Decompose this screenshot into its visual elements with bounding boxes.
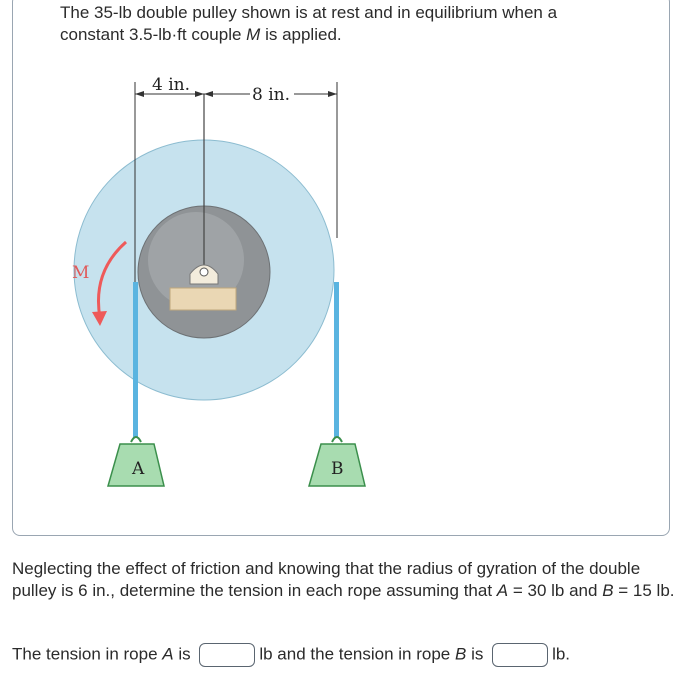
- dimension-arrow-icon: [135, 91, 144, 97]
- couple-m-label: M: [72, 263, 90, 283]
- dimension-4in-label: 4 in.: [152, 75, 191, 95]
- problem-statement: [60, 2, 620, 46]
- couple-variable: M: [246, 25, 261, 44]
- question-line-1: Neglecting the effect of friction and knowing that the radius of gyration of the double: [12, 559, 641, 578]
- weight-b-label: B: [331, 459, 344, 479]
- hook-a: [131, 437, 141, 442]
- answer-line: [12, 643, 698, 667]
- weight-a-value: = 30 lb and: [508, 581, 603, 600]
- question-line-2: [12, 580, 698, 602]
- weight-a-label: A: [132, 459, 145, 479]
- double-pulley-diagram: [60, 60, 380, 500]
- tension-a-input[interactable]: [199, 643, 255, 667]
- rope-b-variable: B: [455, 644, 467, 664]
- statement-text-end: is applied.: [260, 25, 342, 44]
- problem-statement-line-1: The 35-lb double pulley shown is at rest and in equilibrium when a: [60, 3, 558, 22]
- rope-a-variable: A: [162, 644, 174, 664]
- dimension-8in-label: 8 in.: [252, 85, 291, 105]
- rope-b: [334, 282, 339, 438]
- weight-b-value: = 15 lb.: [613, 581, 675, 600]
- dimension-arrow-icon: [328, 91, 337, 97]
- question-text: [12, 558, 698, 602]
- axle-pin: [200, 268, 208, 276]
- answer-text: The tension in rope: [12, 644, 163, 664]
- answer-text: is: [173, 644, 196, 664]
- problem-statement-line-2: [60, 24, 620, 46]
- tension-b-input[interactable]: [492, 643, 548, 667]
- statement-text: constant 3.5-lb·ft couple: [60, 25, 247, 44]
- rope-a: [133, 282, 138, 438]
- weight-b-variable: B: [602, 581, 614, 600]
- hook-b: [332, 437, 342, 442]
- dimension-arrow-icon: [204, 91, 213, 97]
- question-text-part: pulley is 6 in., determine the tension in each rope assuming that: [12, 581, 497, 600]
- support-bracket: [170, 288, 236, 310]
- answer-text: lb and the tension in rope: [259, 644, 455, 664]
- weight-a-variable: A: [496, 581, 509, 600]
- dimension-arrow-icon: [195, 91, 204, 97]
- answer-text: lb.: [552, 644, 571, 664]
- answer-text: is: [466, 644, 489, 664]
